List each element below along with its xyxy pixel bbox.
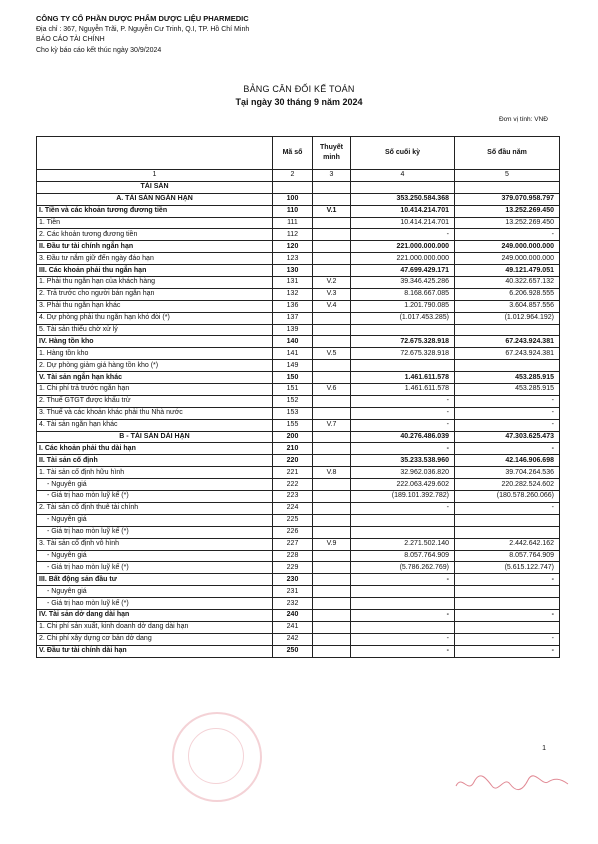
row-begin-value: 379.070.958.797 xyxy=(455,193,560,205)
report-period: Cho kỳ báo cáo kết thúc ngày 30/9/2024 xyxy=(36,46,162,54)
row-note: V.1 xyxy=(313,205,351,217)
row-code: 130 xyxy=(273,265,313,277)
row-item: 2. Thuế GTGT được khấu trừ xyxy=(37,395,273,407)
row-end-value: 221.000.000.000 xyxy=(351,253,455,265)
row-note xyxy=(313,324,351,336)
row-code: 141 xyxy=(273,348,313,360)
table-row xyxy=(37,277,560,289)
row-item: - Nguyên giá xyxy=(37,479,273,491)
row-code: 227 xyxy=(273,538,313,550)
row-note xyxy=(313,550,351,562)
row-begin-value: 249.000.000.000 xyxy=(455,253,560,265)
table-row xyxy=(37,598,560,610)
row-code: 224 xyxy=(273,502,313,514)
row-end-value: - xyxy=(351,419,455,431)
company-address: Địa chỉ : 367, Nguyễn Trãi, P. Nguyễn Cư Trinh, Q.I, TP. Hồ Chí Minh xyxy=(36,25,250,33)
row-end-value: 8.168.667.085 xyxy=(351,288,455,300)
row-item: 3. Tài sản cố định vô hình xyxy=(37,538,273,550)
row-end-value: 72.675.328.918 xyxy=(351,348,455,360)
row-item: 1. Hàng tồn kho xyxy=(37,348,273,360)
table-row xyxy=(37,288,560,300)
row-end-value xyxy=(351,621,455,633)
row-begin-value: 67.243.924.381 xyxy=(455,348,560,360)
row-note xyxy=(313,181,351,193)
signature xyxy=(452,768,572,798)
row-note xyxy=(313,395,351,407)
row-end-value: 39.346.425.286 xyxy=(351,277,455,289)
row-end-value: 10.414.214.701 xyxy=(351,205,455,217)
row-end-value: 72.675.328.918 xyxy=(351,336,455,348)
col-header-begin: Số đầu năm xyxy=(455,137,560,170)
table-row xyxy=(37,574,560,586)
row-end-value: (1.017.453.285) xyxy=(351,312,455,324)
row-begin-value: 3.604.857.556 xyxy=(455,300,560,312)
row-note xyxy=(313,193,351,205)
row-item: 3. Phải thu ngắn hạn khác xyxy=(37,300,273,312)
row-end-value: 222.063.429.602 xyxy=(351,479,455,491)
table-row xyxy=(37,586,560,598)
row-begin-value xyxy=(455,598,560,610)
row-code: 242 xyxy=(273,633,313,645)
row-note xyxy=(313,479,351,491)
row-item: II. Tài sản cố định xyxy=(37,455,273,467)
row-item: 2. Chi phí xây dựng cơ bản dở dang xyxy=(37,633,273,645)
row-end-value: 35.233.538.960 xyxy=(351,455,455,467)
row-code: 232 xyxy=(273,598,313,610)
row-item: I. Các khoản phải thu dài hạn xyxy=(37,443,273,455)
row-item: 1. Chi phí sản xuất, kinh doanh dở dang dài hạn xyxy=(37,621,273,633)
row-item: IV. Hàng tồn kho xyxy=(37,336,273,348)
row-begin-value: 8.057.764.909 xyxy=(455,550,560,562)
row-code: 200 xyxy=(273,431,313,443)
row-code: 228 xyxy=(273,550,313,562)
company-name: CÔNG TY CỔ PHẦN DƯỢC PHẨM DƯỢC LIỆU PHARMEDIC xyxy=(36,14,249,23)
row-end-value: 221.000.000.000 xyxy=(351,241,455,253)
row-begin-value: 13.252.269.450 xyxy=(455,205,560,217)
row-begin-value: (180.578.260.066) xyxy=(455,491,560,503)
table-row xyxy=(37,431,560,443)
table-row xyxy=(37,407,560,419)
currency-unit: Đơn vị tính: VNĐ xyxy=(498,116,548,123)
document-header xyxy=(36,14,249,56)
row-begin-value: 453.285.915 xyxy=(455,384,560,396)
row-note xyxy=(313,491,351,503)
row-begin-value xyxy=(455,181,560,193)
row-begin-value xyxy=(455,526,560,538)
table-row xyxy=(37,324,560,336)
row-note xyxy=(313,241,351,253)
row-begin-value: - xyxy=(455,633,560,645)
table-row xyxy=(37,645,560,657)
table-row xyxy=(37,538,560,550)
row-item: - Nguyên giá xyxy=(37,514,273,526)
row-end-value: - xyxy=(351,609,455,621)
row-note xyxy=(313,407,351,419)
row-note: V.9 xyxy=(313,538,351,550)
column-number: 1 xyxy=(37,170,273,182)
row-begin-value: 13.252.269.450 xyxy=(455,217,560,229)
row-item: - Nguyên giá xyxy=(37,550,273,562)
table-row xyxy=(37,633,560,645)
row-note: V.5 xyxy=(313,348,351,360)
table-row xyxy=(37,550,560,562)
row-begin-value: (5.615.122.747) xyxy=(455,562,560,574)
row-begin-value: - xyxy=(455,443,560,455)
row-code: 226 xyxy=(273,526,313,538)
row-item: 2. Các khoản tương đương tiền xyxy=(37,229,273,241)
table-row xyxy=(37,229,560,241)
row-note xyxy=(313,621,351,633)
row-item: 2. Trả trước cho người bán ngắn hạn xyxy=(37,288,273,300)
row-end-value: - xyxy=(351,443,455,455)
balance-sheet-table xyxy=(36,136,560,658)
row-end-value: - xyxy=(351,502,455,514)
row-end-value: - xyxy=(351,229,455,241)
row-end-value: (189.101.392.782) xyxy=(351,491,455,503)
row-begin-value xyxy=(455,586,560,598)
row-note xyxy=(313,598,351,610)
row-note: V.8 xyxy=(313,467,351,479)
row-begin-value: - xyxy=(455,609,560,621)
row-code: 139 xyxy=(273,324,313,336)
table-row xyxy=(37,265,560,277)
row-end-value: 10.414.214.701 xyxy=(351,217,455,229)
column-number-row xyxy=(37,170,560,182)
table-row xyxy=(37,241,560,253)
company-stamp xyxy=(172,712,262,802)
row-begin-value: 40.322.657.132 xyxy=(455,277,560,289)
row-note xyxy=(313,312,351,324)
table-row xyxy=(37,419,560,431)
table-row xyxy=(37,609,560,621)
column-number: 4 xyxy=(351,170,455,182)
row-item: - Giá trị hao mòn luỹ kế (*) xyxy=(37,562,273,574)
row-note xyxy=(313,443,351,455)
row-note xyxy=(313,336,351,348)
row-code: 231 xyxy=(273,586,313,598)
row-item: III. Các khoản phải thu ngắn hạn xyxy=(37,265,273,277)
row-note xyxy=(313,217,351,229)
row-item: 1. Chi phí trả trước ngắn hạn xyxy=(37,384,273,396)
row-note: V.2 xyxy=(313,277,351,289)
row-note xyxy=(313,586,351,598)
row-item: - Giá trị hao mòn luỹ kế (*) xyxy=(37,491,273,503)
row-begin-value: 42.146.906.698 xyxy=(455,455,560,467)
row-end-value: 32.962.036.820 xyxy=(351,467,455,479)
row-code: 123 xyxy=(273,253,313,265)
row-note: V.4 xyxy=(313,300,351,312)
row-end-value: 1.461.611.578 xyxy=(351,372,455,384)
row-begin-value xyxy=(455,324,560,336)
table-row xyxy=(37,384,560,396)
col-header-note: Thuyết minh xyxy=(313,137,351,170)
row-note xyxy=(313,609,351,621)
row-begin-value: - xyxy=(455,407,560,419)
row-begin-value: - xyxy=(455,502,560,514)
row-note xyxy=(313,633,351,645)
row-code: 132 xyxy=(273,288,313,300)
row-note xyxy=(313,431,351,443)
row-item: 3. Thuế và các khoản khác phải thu Nhà nước xyxy=(37,407,273,419)
row-note xyxy=(313,514,351,526)
row-end-value: 353.250.584.368 xyxy=(351,193,455,205)
row-item: II. Đầu tư tài chính ngắn hạn xyxy=(37,241,273,253)
row-item: 5. Tài sản thiếu chờ xử lý xyxy=(37,324,273,336)
row-code: 100 xyxy=(273,193,313,205)
row-item: - Giá trị hao mòn luỹ kế (*) xyxy=(37,598,273,610)
row-item: 1. Tiền xyxy=(37,217,273,229)
table-row xyxy=(37,348,560,360)
table-row xyxy=(37,455,560,467)
row-end-value xyxy=(351,324,455,336)
row-item: 1. Tài sản cố định hữu hình xyxy=(37,467,273,479)
row-begin-value xyxy=(455,514,560,526)
row-code: 250 xyxy=(273,645,313,657)
row-item: 3. Đầu tư nắm giữ đến ngày đáo hạn xyxy=(37,253,273,265)
table-row xyxy=(37,372,560,384)
row-note xyxy=(313,526,351,538)
row-end-value: - xyxy=(351,574,455,586)
row-end-value: - xyxy=(351,645,455,657)
row-code: 136 xyxy=(273,300,313,312)
row-note xyxy=(313,253,351,265)
row-note xyxy=(313,372,351,384)
row-item: V. Tài sản ngắn hạn khác xyxy=(37,372,273,384)
col-header-end: Số cuối kỳ xyxy=(351,137,455,170)
row-begin-value: 2.442.642.162 xyxy=(455,538,560,550)
table-row xyxy=(37,253,560,265)
table-row xyxy=(37,467,560,479)
row-item: V. Đầu tư tài chính dài hạn xyxy=(37,645,273,657)
row-code: 223 xyxy=(273,491,313,503)
row-code: 112 xyxy=(273,229,313,241)
report-type: BÁO CÁO TÀI CHÍNH xyxy=(36,36,105,43)
row-end-value xyxy=(351,586,455,598)
row-end-value: 1.461.611.578 xyxy=(351,384,455,396)
row-code: 155 xyxy=(273,419,313,431)
row-item: 4. Tài sản ngắn hạn khác xyxy=(37,419,273,431)
statement-title: BẢNG CÂN ĐỐI KẾ TOÁN xyxy=(243,84,355,94)
row-item: I. Tiền và các khoản tương đương tiền xyxy=(37,205,273,217)
row-item: B - TÀI SẢN DÀI HẠN xyxy=(37,431,273,443)
row-begin-value xyxy=(455,360,560,372)
row-item: 1. Phải thu ngắn hạn của khách hàng xyxy=(37,277,273,289)
row-begin-value: - xyxy=(455,395,560,407)
row-code: 240 xyxy=(273,609,313,621)
row-end-value: - xyxy=(351,395,455,407)
column-number: 2 xyxy=(273,170,313,182)
row-note: V.3 xyxy=(313,288,351,300)
row-item: A. TÀI SẢN NGẮN HẠN xyxy=(37,193,273,205)
row-note xyxy=(313,562,351,574)
row-code: 131 xyxy=(273,277,313,289)
row-code: 221 xyxy=(273,467,313,479)
row-begin-value: - xyxy=(455,229,560,241)
table-row xyxy=(37,621,560,633)
row-code: 151 xyxy=(273,384,313,396)
column-number: 3 xyxy=(313,170,351,182)
column-number: 5 xyxy=(455,170,560,182)
row-begin-value: 249.000.000.000 xyxy=(455,241,560,253)
row-item: 4. Dự phòng phải thu ngắn hạn khó đòi (*) xyxy=(37,312,273,324)
table-row xyxy=(37,502,560,514)
row-end-value: 1.201.790.085 xyxy=(351,300,455,312)
row-item: - Nguyên giá xyxy=(37,586,273,598)
row-item: - Giá trị hao mòn luỹ kế (*) xyxy=(37,526,273,538)
statement-date: Tại ngày 30 tháng 9 năm 2024 xyxy=(235,97,363,107)
row-begin-value: (1.012.964.192) xyxy=(455,312,560,324)
row-begin-value: 220.282.524.602 xyxy=(455,479,560,491)
row-note xyxy=(313,502,351,514)
row-item: III. Bất động sản đầu tư xyxy=(37,574,273,586)
row-begin-value: - xyxy=(455,645,560,657)
row-code: 120 xyxy=(273,241,313,253)
row-begin-value xyxy=(455,621,560,633)
table-row xyxy=(37,312,560,324)
row-end-value xyxy=(351,181,455,193)
row-note xyxy=(313,574,351,586)
row-begin-value: 6.206.928.555 xyxy=(455,288,560,300)
table-row xyxy=(37,491,560,503)
row-note: V.7 xyxy=(313,419,351,431)
table-row xyxy=(37,526,560,538)
table-row xyxy=(37,443,560,455)
row-code: 149 xyxy=(273,360,313,372)
row-code: 230 xyxy=(273,574,313,586)
row-begin-value: 67.243.924.381 xyxy=(455,336,560,348)
row-code: 153 xyxy=(273,407,313,419)
row-end-value: 8.057.764.909 xyxy=(351,550,455,562)
row-end-value: - xyxy=(351,633,455,645)
row-end-value: 47.699.429.171 xyxy=(351,265,455,277)
row-code: 241 xyxy=(273,621,313,633)
table-row xyxy=(37,300,560,312)
row-begin-value: - xyxy=(455,574,560,586)
row-end-value: (5.786.262.769) xyxy=(351,562,455,574)
row-note xyxy=(313,360,351,372)
row-end-value xyxy=(351,514,455,526)
row-code xyxy=(273,181,313,193)
row-code: 152 xyxy=(273,395,313,407)
row-code: 222 xyxy=(273,479,313,491)
row-code: 137 xyxy=(273,312,313,324)
row-end-value: 2.271.502.140 xyxy=(351,538,455,550)
table-row xyxy=(37,479,560,491)
table-row xyxy=(37,217,560,229)
table-row xyxy=(37,193,560,205)
row-item: TÀI SẢN xyxy=(37,181,273,193)
col-header-code: Mã số xyxy=(273,137,313,170)
row-item: 2. Tài sản cố định thuê tài chính xyxy=(37,502,273,514)
row-begin-value: 453.285.915 xyxy=(455,372,560,384)
row-note xyxy=(313,455,351,467)
row-code: 110 xyxy=(273,205,313,217)
row-end-value xyxy=(351,598,455,610)
page-number: 1 xyxy=(542,745,546,752)
table-row xyxy=(37,360,560,372)
table-row xyxy=(37,395,560,407)
row-begin-value: - xyxy=(455,419,560,431)
row-end-value: 40.276.486.039 xyxy=(351,431,455,443)
row-code: 111 xyxy=(273,217,313,229)
row-code: 150 xyxy=(273,372,313,384)
row-note xyxy=(313,645,351,657)
table-header-row xyxy=(37,137,560,170)
table-row xyxy=(37,205,560,217)
col-header-item xyxy=(37,137,273,170)
row-begin-value: 39.704.264.536 xyxy=(455,467,560,479)
table-row xyxy=(37,336,560,348)
row-note xyxy=(313,229,351,241)
row-note: V.6 xyxy=(313,384,351,396)
row-code: 225 xyxy=(273,514,313,526)
row-code: 220 xyxy=(273,455,313,467)
row-note xyxy=(313,265,351,277)
row-code: 229 xyxy=(273,562,313,574)
row-code: 140 xyxy=(273,336,313,348)
row-end-value: - xyxy=(351,407,455,419)
row-end-value xyxy=(351,526,455,538)
table-row xyxy=(37,181,560,193)
row-begin-value: 47.303.625.473 xyxy=(455,431,560,443)
row-item: 2. Dự phòng giảm giá hàng tồn kho (*) xyxy=(37,360,273,372)
table-row xyxy=(37,562,560,574)
row-end-value xyxy=(351,360,455,372)
row-item: IV. Tài sản dở dang dài hạn xyxy=(37,609,273,621)
row-code: 210 xyxy=(273,443,313,455)
table-row xyxy=(37,514,560,526)
row-begin-value: 49.121.479.051 xyxy=(455,265,560,277)
